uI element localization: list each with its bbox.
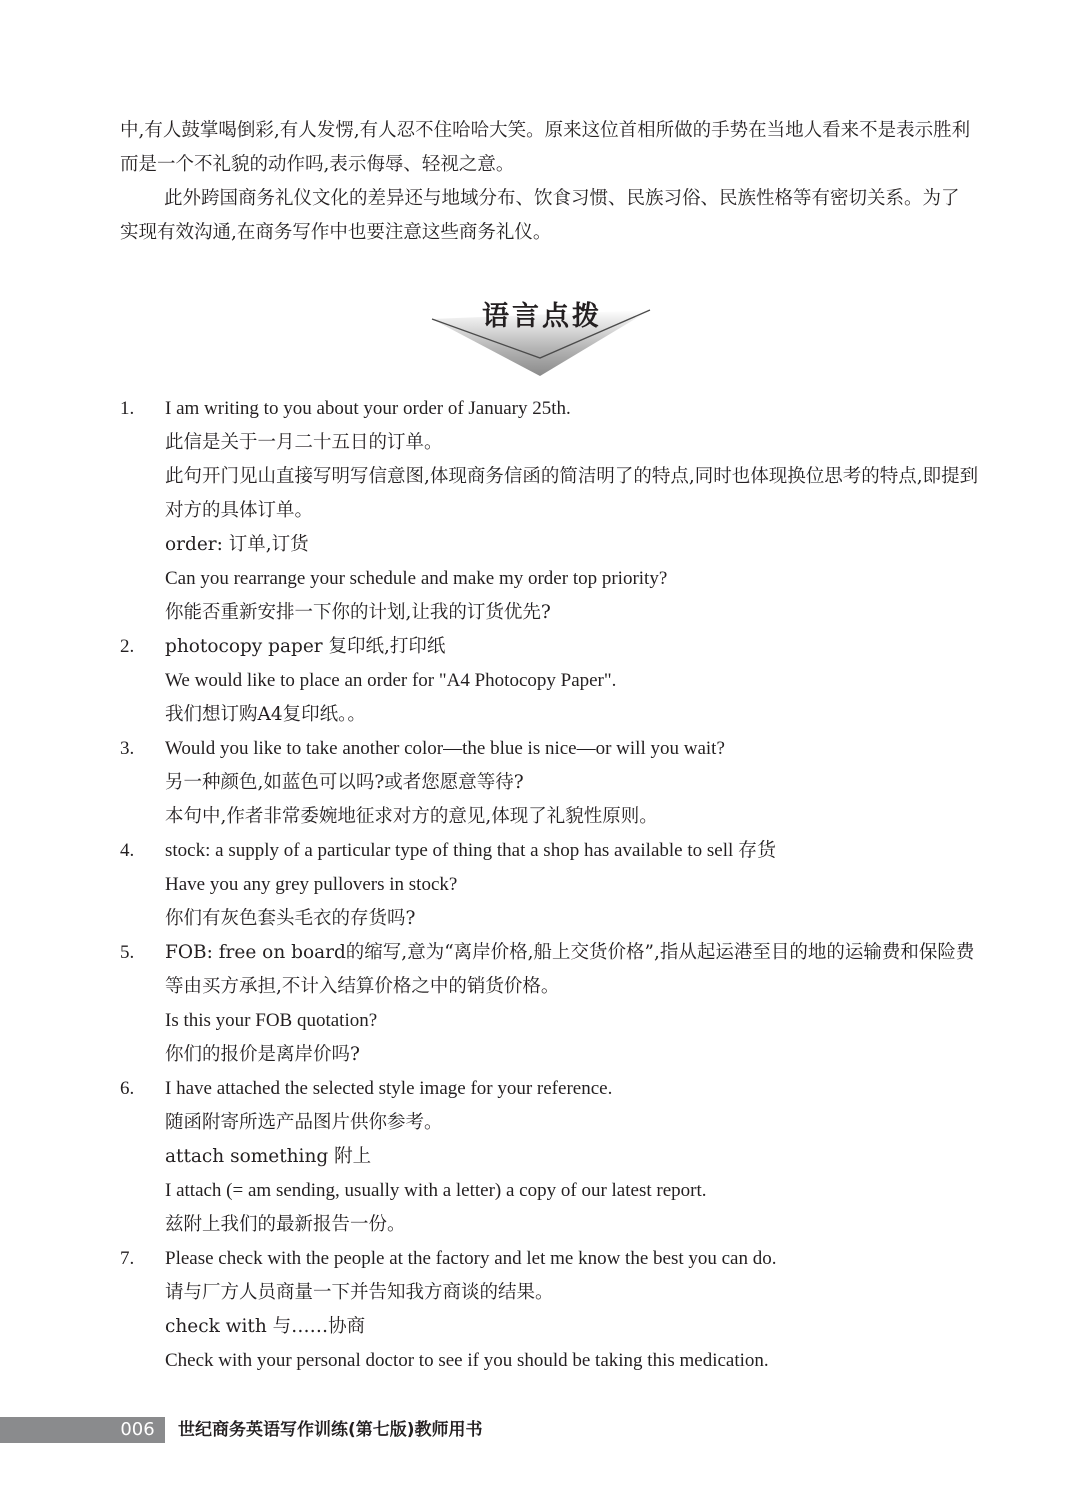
note-number: 7. — [120, 1248, 135, 1269]
note-item — [120, 834, 980, 936]
note-translation: 请与厂方人员商量一下并告知我方商谈的结果。 — [165, 1282, 554, 1303]
intro-text — [120, 114, 972, 250]
intro-paragraph: 中,有人鼓掌喝倒彩,有人发愣,有人忍不住哈哈大笑。原来这位首相所做的手势在当地人看来不是表示胜利而是一个不礼貌的动作吗,表示侮辱、轻视之意。 — [120, 120, 971, 175]
note-example-english: I am writing to you about your order of January 25th. — [165, 398, 571, 419]
note-example-english: Check with your personal doctor to see if you should be taking this medication. — [165, 1350, 769, 1371]
section-title: 语言点拨 — [482, 301, 602, 332]
section-heading — [430, 286, 654, 380]
note-item — [120, 732, 980, 834]
note-translation: 随函附寄所选产品图片供你参考。 — [165, 1112, 443, 1133]
page-number: 006 — [120, 1419, 155, 1440]
note-vocabulary: attach something 附上 — [165, 1146, 372, 1167]
note-translation: 另一种颜色,如蓝色可以吗?或者您愿意等待? — [165, 772, 524, 793]
note-translation: 你能否重新安排一下你的计划,让我的订货优先? — [165, 602, 551, 623]
note-number: 3. — [120, 738, 135, 759]
note-item — [120, 392, 980, 630]
note-vocabulary: photocopy paper 复印纸,打印纸 — [165, 636, 446, 657]
note-vocabulary: check with 与……协商 — [165, 1316, 366, 1337]
note-item — [120, 1072, 980, 1242]
note-item — [120, 630, 980, 732]
note-number: 2. — [120, 636, 135, 657]
note-explanation: 此句开门见山直接写明写信意图,体现商务信函的简洁明了的特点,同时也体现换位思考的特点,即提到对方的具体订单。 — [165, 466, 979, 521]
book-title: 世纪商务英语写作训练(第七版)教师用书 — [178, 1420, 483, 1440]
note-example-english: Please check with the people at the factory and let me know the best you can do. — [165, 1248, 777, 1269]
note-example-english: I have attached the selected style image for your reference. — [165, 1078, 613, 1099]
note-example-english: Can you rearrange your schedule and make my order top priority? — [165, 568, 668, 589]
note-example-english: Is this your FOB quotation? — [165, 1010, 378, 1031]
note-example-english: I attach (= am sending, usually with a letter) a copy of our latest report. — [165, 1180, 707, 1201]
note-explanation: 本句中,作者非常委婉地征求对方的意见,体现了礼貌性原则。 — [165, 806, 658, 827]
note-vocabulary: FOB: free on board的缩写,意为“离岸价格,船上交货价格”,指从起运港至目的地的运输费和保险费等由买方承担,不计入结算价格之中的销货价格。 — [165, 942, 975, 997]
note-number: 6. — [120, 1078, 135, 1099]
note-item — [120, 936, 980, 1072]
note-translation: 兹附上我们的最新报告一份。 — [165, 1214, 406, 1235]
note-translation: 你们的报价是离岸价吗? — [165, 1044, 360, 1065]
intro-paragraph: 此外跨国商务礼仪文化的差异还与地域分布、饮食习惯、民族习俗、民族性格等有密切关系。为了实现有效沟通,在商务写作中也要注意这些商务礼仪。 — [120, 188, 960, 243]
note-number: 1. — [120, 398, 135, 419]
note-translation: 我们想订购A4复印纸。。 — [165, 704, 366, 725]
note-translation: 你们有灰色套头毛衣的存货吗? — [165, 908, 416, 929]
note-vocabulary: stock: a supply of a particular type of thing that a shop has available to sell 存货 — [165, 840, 777, 861]
note-number: 5. — [120, 942, 135, 963]
page-footer — [0, 1417, 1083, 1443]
note-number: 4. — [120, 840, 135, 861]
note-example-english: Would you like to take another color—the blue is nice—or will you wait? — [165, 738, 725, 759]
note-vocabulary: order: 订单,订货 — [165, 534, 309, 555]
note-item — [120, 1242, 980, 1378]
note-translation: 此信是关于一月二十五日的订单。 — [165, 432, 443, 453]
note-example-english: We would like to place an order for "A4 Photocopy Paper". — [165, 670, 617, 691]
language-notes-list — [120, 392, 980, 1378]
note-example-english: Have you any grey pullovers in stock? — [165, 874, 458, 895]
